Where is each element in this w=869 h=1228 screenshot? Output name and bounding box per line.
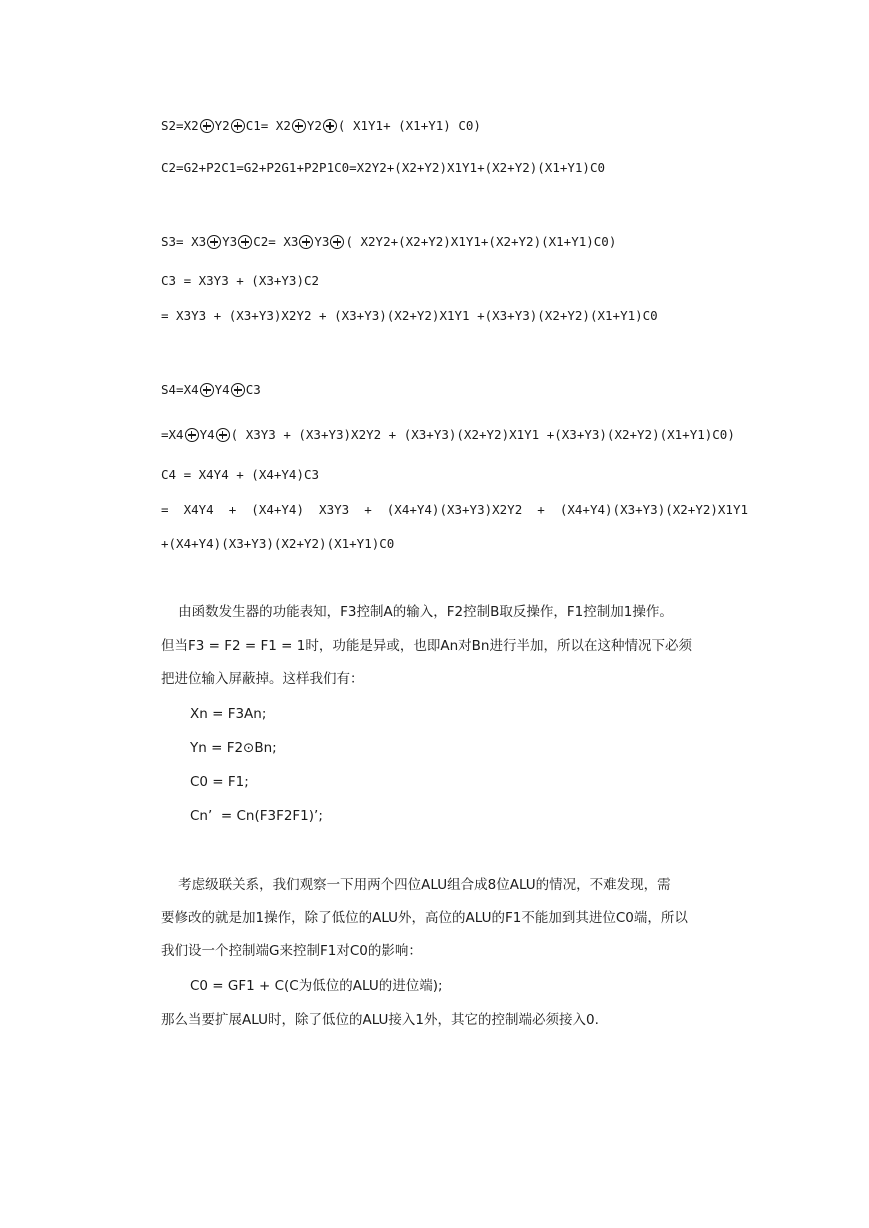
xor-icon bbox=[299, 235, 313, 249]
xor-icon bbox=[207, 235, 221, 249]
eq-text: ( X1Y1+ (X1+Y1) C0) bbox=[337, 118, 481, 133]
eq-text: S4=X4 bbox=[161, 382, 199, 397]
eq-text: Y4 bbox=[199, 427, 215, 442]
eq-text: =X4 bbox=[161, 427, 184, 442]
equation-c3-expanded: = X3Y3 + (X3+Y3)X2Y2 + (X3+Y3)(X2+Y2)X1Y1 +(X3+Y3)(X2+Y2)(X1+Y1)C0 bbox=[161, 308, 658, 323]
paragraph-line: 要修改的就是加1操作，除了低位的ALU外，高位的ALU的F1不能加到其进位C0端，所以 bbox=[161, 910, 688, 926]
paragraph-line: 我们设一个控制端G来控制F1对C0的影响： bbox=[161, 943, 422, 959]
xor-icon bbox=[216, 428, 230, 442]
equation-s4-expanded bbox=[161, 427, 735, 443]
equation-s2 bbox=[161, 118, 481, 134]
paragraph-line: 把进位输入屏蔽掉。这样我们有： bbox=[161, 671, 364, 687]
paragraph-line: 由函数发生器的功能表知，F3控制A的输入，F2控制B取反操作，F1控制加1操作。 bbox=[161, 604, 673, 620]
xor-icon bbox=[185, 428, 199, 442]
equation-xn: Xn = F3An; bbox=[190, 706, 267, 722]
xor-icon bbox=[231, 119, 245, 133]
eq-text: Y2 bbox=[306, 118, 322, 133]
xor-icon bbox=[323, 119, 337, 133]
xor-icon bbox=[238, 235, 252, 249]
equation-c0-gf1: C0 = GF1 + C(C为低位的ALU的进位端); bbox=[190, 978, 443, 994]
xor-icon bbox=[330, 235, 344, 249]
equation-s4 bbox=[161, 382, 261, 398]
equation-c4-continued: +(X4+Y4)(X3+Y3)(X2+Y2)(X1+Y1)C0 bbox=[161, 536, 395, 551]
eq-text: ( X3Y3 + (X3+Y3)X2Y2 + (X3+Y3)(X2+Y2)X1Y1 +(X3+Y3)(X2+Y2)(X1+Y1)C0) bbox=[230, 427, 735, 442]
equation-yn: Yn = F2⊙Bn; bbox=[190, 740, 277, 756]
xor-icon bbox=[292, 119, 306, 133]
equation-c3: C3 = X3Y3 + (X3+Y3)C2 bbox=[161, 273, 320, 288]
eq-text: Y2 bbox=[214, 118, 230, 133]
eq-text: C2= X3 bbox=[253, 234, 299, 249]
xor-icon bbox=[231, 383, 245, 397]
equation-c2: C2=G2+P2C1=G2+P2G1+P2P1C0=X2Y2+(X2+Y2)X1Y1+(X2+Y2)(X1+Y1)C0 bbox=[161, 160, 606, 175]
equation-cn: Cn’ = Cn(F3F2F1)’; bbox=[190, 808, 323, 824]
paragraph-line: 但当F3 = F2 = F1 = 1时，功能是异或，也即An对Bn进行半加，所以在这种情况下必须 bbox=[161, 638, 692, 654]
equation-c0: C0 = F1; bbox=[190, 774, 249, 790]
eq-text: C1= X2 bbox=[245, 118, 291, 133]
xor-icon bbox=[200, 383, 214, 397]
eq-text: S3= X3 bbox=[161, 234, 207, 249]
eq-text: Y3 bbox=[222, 234, 238, 249]
equation-s3 bbox=[161, 234, 616, 250]
eq-text: S2=X2 bbox=[161, 118, 199, 133]
paragraph-line: 那么当要扩展ALU时，除了低位的ALU接入1外，其它的控制端必须接入0. bbox=[161, 1012, 599, 1028]
xor-icon bbox=[200, 119, 214, 133]
eq-text: C3 bbox=[245, 382, 261, 397]
eq-text: ( X2Y2+(X2+Y2)X1Y1+(X2+Y2)(X1+Y1)C0) bbox=[345, 234, 617, 249]
paragraph-line: 考虑级联关系，我们观察一下用两个四位ALU组合成8位ALU的情况，不难发现，需 bbox=[161, 877, 671, 893]
eq-text: Y4 bbox=[214, 382, 230, 397]
eq-text: Y3 bbox=[314, 234, 330, 249]
equation-c4-expanded: = X4Y4 + (X4+Y4) X3Y3 + (X4+Y4)(X3+Y3)X2Y2 + (X4+Y4)(X3+Y3)(X2+Y2)X1Y1 bbox=[161, 502, 748, 517]
equation-c4: C4 = X4Y4 + (X4+Y4)C3 bbox=[161, 467, 320, 482]
